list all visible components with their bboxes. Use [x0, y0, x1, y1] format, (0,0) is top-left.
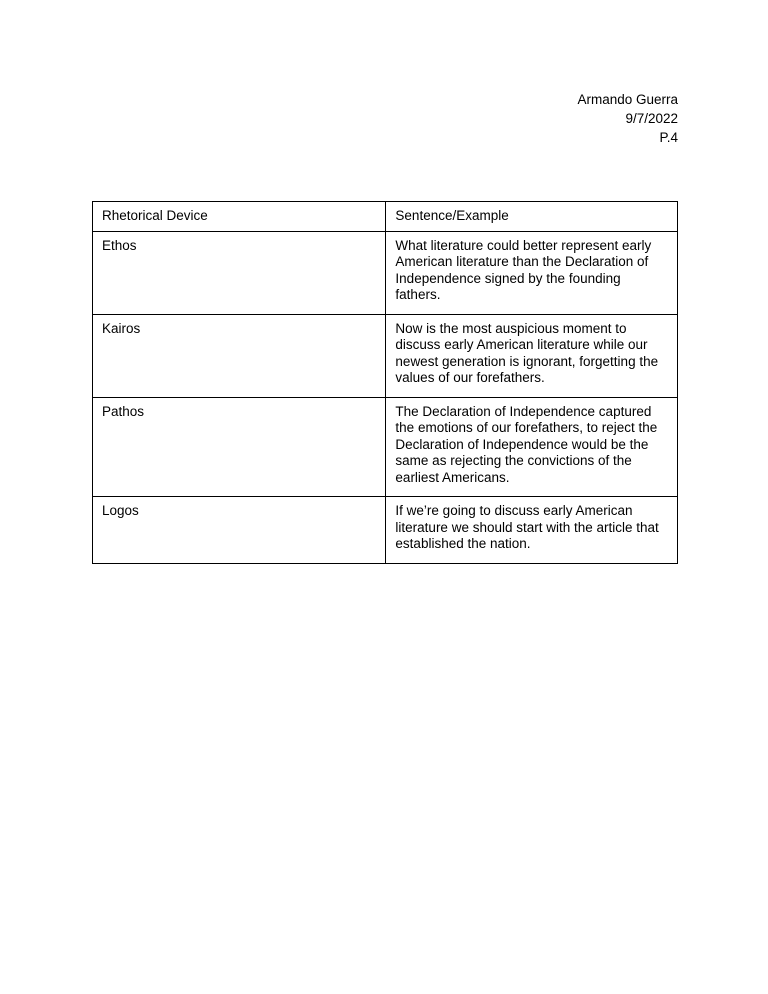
table-row [93, 314, 678, 397]
page-number: P.4 [659, 130, 678, 145]
table-header-row [93, 202, 678, 232]
author-name: Armando Guerra [577, 92, 678, 107]
column-header-example: Sentence/Example [386, 202, 678, 232]
device-cell: Logos [93, 497, 386, 564]
table-row [93, 497, 678, 564]
document-header [577, 90, 678, 147]
example-cell: Now is the most auspicious moment to discuss early American literature while our newest generation is ignorant, forgetting the values of our forefathers. [386, 314, 678, 397]
table-row [93, 397, 678, 497]
column-header-device: Rhetorical Device [93, 202, 386, 232]
table-row [93, 231, 678, 314]
device-cell: Kairos [93, 314, 386, 397]
example-cell: If we’re going to discuss early American literature we should start with the article that established the nation. [386, 497, 678, 564]
device-cell: Pathos [93, 397, 386, 497]
device-cell: Ethos [93, 231, 386, 314]
header-date: 9/7/2022 [625, 111, 678, 126]
example-cell: What literature could better represent early American literature than the Declaration of Independence signed by the founding fathers. [386, 231, 678, 314]
example-cell: The Declaration of Independence captured the emotions of our forefathers, to reject the Declaration of Independence would be the same as rejecting the convictions of the earliest Americans. [386, 397, 678, 497]
rhetorical-device-table [92, 201, 678, 564]
